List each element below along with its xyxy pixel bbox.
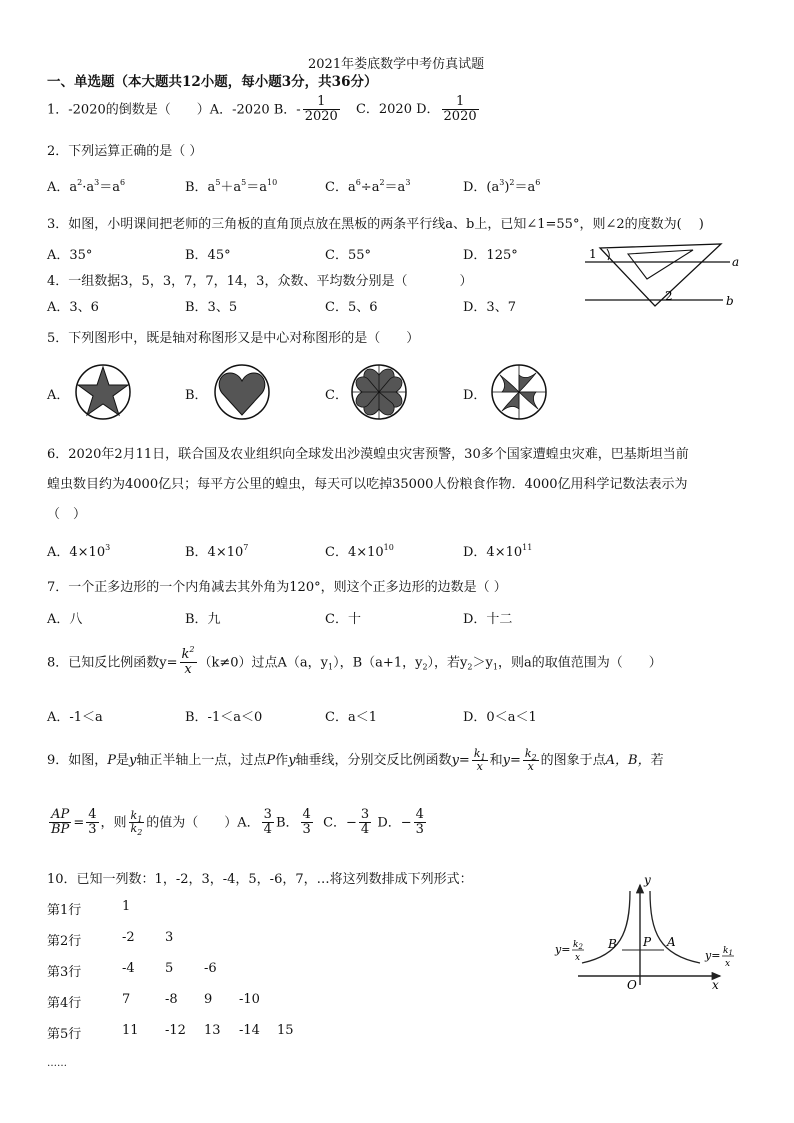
q10-row-value: -4 [122, 961, 135, 976]
q10-row-label: 第1行 [47, 903, 82, 918]
svg-text:k1: $k_1$ [723, 946, 733, 957]
q9-option-c-value: $\frac{3}{4}$ [360, 807, 370, 838]
q10-row-label: 第3行 [47, 965, 82, 980]
q7-option-a: A．八 [47, 612, 83, 627]
q4-option-d: D．3、7 [463, 300, 516, 315]
q10-row-value: -2 [122, 930, 135, 945]
q10-row-value: 11 [122, 1023, 139, 1038]
svg-text:k2: $k_2$ [573, 940, 583, 951]
question-9-line1: 9．如图，P是y轴正半轴上一点，过点P作y轴垂线，分别交反比例函数y= $\frac{k_1}{x}$ 和y= $\frac{k_2}{x}$ 的图象于点A，B，若 [47, 747, 664, 774]
fig9-point-b-label: B [608, 937, 617, 951]
q9-fraction-k1: $\frac{k_1}{x}$ [473, 747, 486, 774]
fig3-line-b-label: b [726, 294, 734, 308]
q8-option-b: B．-1＜a＜0 [185, 710, 263, 725]
q8-option-a: A．-1＜a [47, 710, 103, 725]
q6-option-c: C．$4\times 10^{10}$ [325, 543, 394, 560]
fig3-angle2-label: 2 [665, 289, 673, 303]
q1-stem: 1．-2020的倒数是（ ）A．-2020 B．- [47, 102, 301, 118]
q7-option-c: C．十 [325, 612, 361, 627]
fig9-y-axis-label: y [644, 873, 651, 887]
q3-option-c: C．55° [325, 248, 371, 263]
q9-hyperbola-figure [550, 873, 745, 991]
q10-row [47, 930, 174, 949]
fig3-line-a-label: a [732, 255, 740, 269]
q6-option-b: B．$4\times 10^7$ [185, 543, 249, 560]
fig9-point-a-label: A [667, 935, 676, 949]
page-title: 2021年娄底数学中考仿真试题 [308, 57, 485, 72]
q5-four-hearts-figure [350, 363, 408, 421]
q9-ratio-value: $\frac{4}{3}$ [88, 807, 97, 838]
q7-option-b: B．九 [185, 612, 221, 627]
q10-row-value: -14 [239, 1023, 260, 1038]
q10-ellipsis: …… [47, 1058, 67, 1069]
fig9-left-function-label [554, 940, 584, 963]
question-9-line2: $\frac{AP}{BP}$ = $\frac{4}{3}$ ，则 $\frac{k_1}{k_2}$ 的值为（ ）A． $\frac{3}{4}$ B． $\frac{4}{3}$ C．− $\frac{3}{4}$ D．− $\frac{4}{3}$ [51, 807, 424, 838]
question-4-stem: 4．一组数据3，5，3，7，7，14，3，众数、平均数分别是（ ） [47, 274, 473, 289]
question-6-line2: 蝗虫数目约为4000亿只；每平方公里的蝗虫，每天可以吃掉35000人份粮食作物．4000亿用科学记数法表示为 [47, 477, 688, 492]
q10-row-label: 第2行 [47, 934, 82, 949]
q10-row-value: -10 [239, 992, 260, 1007]
q10-row-value: 7 [122, 992, 131, 1007]
q5-option-c: C． [325, 388, 348, 403]
question-7-stem: 7．一个正多边形的一个内角减去其外角为120°，则这个正多边形的边数是（ ） [47, 580, 507, 595]
q10-row-label: 第4行 [47, 996, 82, 1011]
q3-option-b: B．45° [185, 248, 231, 263]
q9-fraction-k2: $\frac{k_2}{x}$ [524, 747, 537, 774]
svg-text:x: x [725, 959, 731, 969]
section-heading: 一、单选题（本大题共12小题，每小题3分，共36分） [47, 74, 378, 90]
q10-row-value: -12 [165, 1023, 186, 1038]
q9-option-b-value: $\frac{4}{3}$ [302, 807, 311, 838]
question-1 [47, 95, 481, 125]
fig9-right-function-label [704, 946, 734, 969]
q5-heart-in-circle-figure [213, 363, 271, 421]
question-6-line3: （ ） [47, 507, 87, 522]
q2-option-c: C．$a^6\div a^2=a^3$ [325, 178, 411, 195]
svg-text:y=: y= [705, 949, 721, 962]
svg-text:y=: y= [555, 943, 571, 956]
question-10-stem: 10．已知一列数：1，-2，3，-4，5，-6，7，…将这列数排成下列形式： [47, 872, 473, 887]
q10-row-value: -8 [165, 992, 178, 1007]
question-3-stem: 3．如图，小明课间把老师的三角板的直角顶点放在黑板的两条平行线a、b上，已知∠1=55°，则∠2的度数为( ) [47, 217, 704, 232]
question-2-stem: 2．下列运算正确的是（ ） [47, 144, 203, 159]
fig9-point-p-label: P [643, 935, 652, 949]
q3-triangle-figure [575, 236, 745, 314]
q9-option-a-value: $\frac{3}{4}$ [263, 807, 272, 838]
q9-k-ratio: $\frac{k_1}{k_2}$ [130, 809, 143, 838]
q10-row-label: 第5行 [47, 1027, 82, 1042]
q8-option-d: D．0＜a＜1 [463, 710, 537, 725]
q5-option-a: A． [47, 388, 70, 403]
question-8-stem: 8．已知反比例函数y= $\frac{k^2}{x}$ （k≠0）过点A（a，$y_1$），B（a+1，$y_2$），若$y_2>y_1$，则a的取值范围为（ ） [47, 645, 662, 678]
q1-fraction-d: $\frac{1}{2020}$ [443, 94, 477, 125]
q4-option-c: C．5、6 [325, 300, 378, 315]
q5-star-in-circle-figure [74, 363, 132, 421]
q5-option-d: D． [463, 388, 487, 403]
q3-option-a: A．35° [47, 248, 93, 263]
q10-row-value: -6 [204, 961, 217, 976]
q7-option-d: D．十二 [463, 612, 513, 627]
q4-option-a: A．3、6 [47, 300, 99, 315]
q10-row [47, 992, 260, 1011]
svg-text:x: x [575, 953, 581, 963]
q10-row [47, 899, 131, 918]
q10-row-value: 3 [165, 930, 174, 945]
q6-option-a: A．$4\times 10^3$ [47, 543, 111, 560]
q2-option-d: D．$(a^3)^2=a^6$ [463, 178, 541, 195]
q4-option-b: B．3、5 [185, 300, 238, 315]
q3-option-d: D．125° [463, 248, 518, 263]
q1-fraction-b: $\frac{1}{2020}$ [304, 94, 338, 125]
q8-fraction: $\frac{k^2}{x}$ [181, 645, 195, 678]
q9-ratio-fraction: $\frac{AP}{BP}$ [51, 807, 70, 838]
q2-option-b: B．$a^5+a^5=a^{10}$ [185, 178, 278, 195]
q1-option-c: C．2020 D． [355, 102, 440, 118]
q10-row [47, 1023, 294, 1042]
q10-row-value: 1 [122, 899, 131, 914]
fig9-x-axis-label: x [712, 978, 719, 991]
question-6-line1: 6．2020年2月11日，联合国及农业组织向全球发出沙漠蝗虫灾害预警，30多个国家遭蝗虫灾难，巴基斯坦当前 [47, 447, 689, 462]
q8-option-c: C．a＜1 [325, 710, 377, 725]
q10-row-value: 9 [204, 992, 213, 1007]
question-5-stem: 5．下列图形中，既是轴对称图形又是中心对称图形的是（ ） [47, 331, 420, 346]
q10-row-value: 15 [277, 1023, 294, 1038]
q10-row-value: 13 [204, 1023, 221, 1038]
fig3-angle1-label: 1 [589, 247, 597, 261]
q5-curved-pattern-figure [490, 363, 548, 421]
fig9-origin-label: O [627, 978, 637, 991]
q9-option-d-value: $\frac{4}{3}$ [415, 807, 424, 838]
q10-row-value: 5 [165, 961, 174, 976]
q6-option-d: D．$4\times 10^{11}$ [463, 543, 533, 560]
q2-option-a: A．$a^2\cdot a^3=a^6$ [47, 178, 126, 195]
q5-option-b: B． [185, 388, 208, 403]
q10-row [47, 961, 217, 980]
